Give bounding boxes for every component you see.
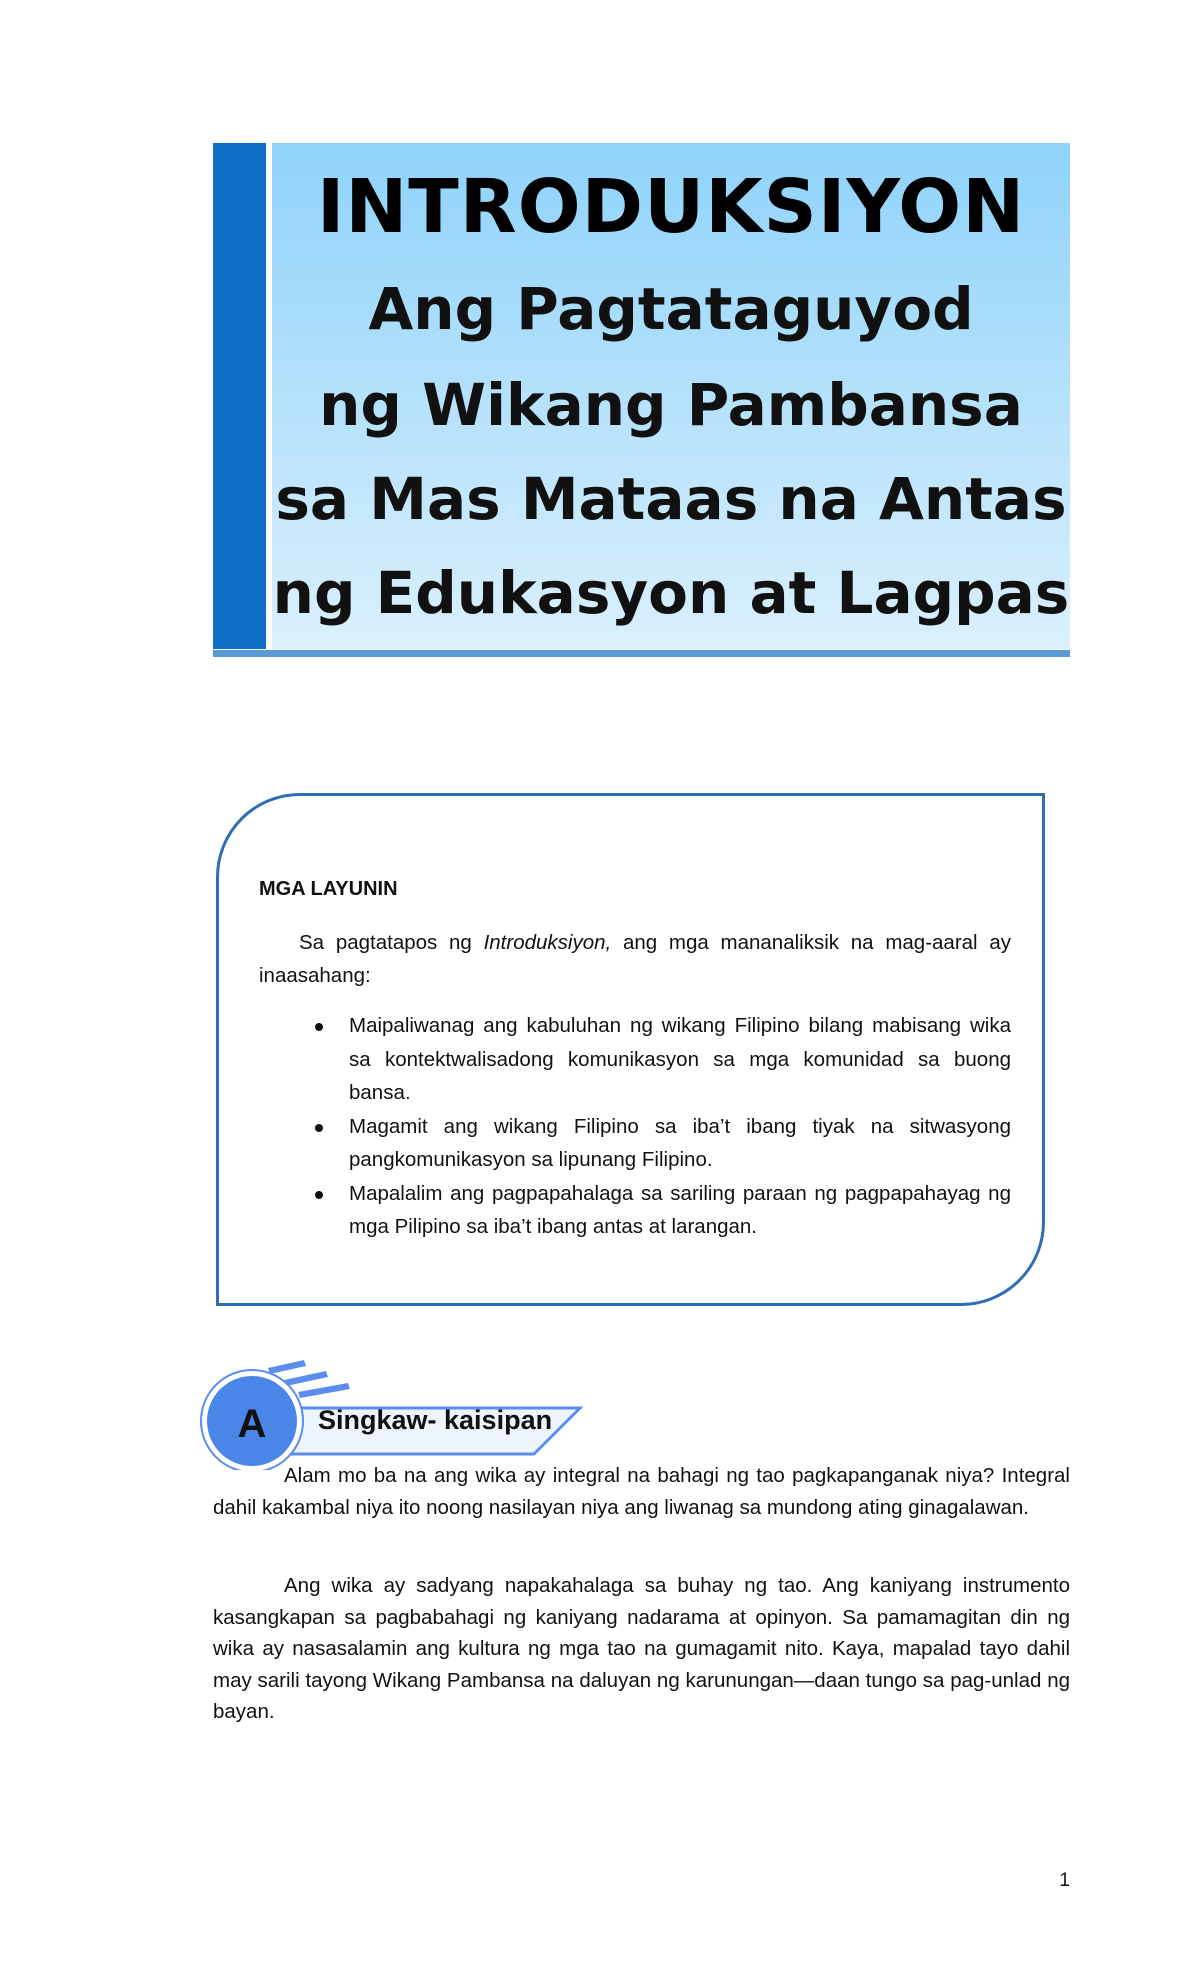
objectives-intro-italic: Introduksiyon, <box>483 931 612 954</box>
subtitle-line-4: ng Edukasyon at Lagpas <box>272 559 1070 627</box>
page-number: 1 <box>1059 1870 1070 1891</box>
body-paragraph-1: Alam mo ba na ang wika ay integral na bahagi ng tao pagkapanganak niya? Integral dahil kakambal niya ito noong nasilayan niya ang liwanag sa mundong ating ginagalawan. <box>213 1464 1070 1519</box>
objectives-intro <box>259 926 1011 992</box>
speed-stripe <box>298 1383 350 1398</box>
bullet-icon <box>315 1124 323 1132</box>
subtitle-line-1: Ang Pagtataguyod <box>368 275 974 343</box>
speed-stripe <box>284 1371 328 1386</box>
objectives-list <box>259 1009 1011 1244</box>
objectives-intro-start: Sa pagtatapos ng <box>299 931 484 954</box>
bullet-icon <box>315 1191 323 1199</box>
body-paragraph-2: Ang wika ay sadyang napakahalaga sa buhay ng tao. Ang kaniyang instrumento kasangkapan sa pagbabahagi ng kaniyang nadarama at opinyon. Sa pamamagitan din ng wika ay nasasalamin ang kultura ng mga tao na gumagamit nito. Kaya, mapalad tayo dahil may sarili tayong Wikang Pambansa na daluyan ng karunungan—daan tungo sa pag-unlad ng bayan. <box>213 1574 1070 1723</box>
title-banner <box>213 143 1070 649</box>
subtitle-line-3: sa Mas Mataas na Antas <box>275 465 1067 533</box>
subtitle-line-2: ng Wikang Pambansa <box>319 371 1023 439</box>
objective-item <box>259 1009 1011 1110</box>
objective-item <box>259 1177 1011 1244</box>
objectives-box <box>216 793 1045 1306</box>
section-letter: A <box>237 1402 267 1446</box>
objective-text: Magamit ang wikang Filipino sa iba’t ibang tiyak na sitwasyong pangkomunikasyon sa lipunang Filipino. <box>349 1114 1011 1171</box>
banner-text <box>272 143 1070 649</box>
objective-text: Maipaliwanag ang kabuluhan ng wikang Filipino bilang mabisang wika sa kontektwalisadong komunikasyon sa mga komunidad sa buong bansa. <box>349 1014 1011 1104</box>
section-header <box>196 1340 596 1470</box>
objectives-intro-end: ang mga mananaliksik na mag-aaral ay inaasahang: <box>259 931 1011 987</box>
objective-text: Mapalalim ang pagpapahalaga sa sariling paraan ng pagpapahayag ng mga Pilipino sa iba’t ibang antas at larangan. <box>349 1181 1011 1238</box>
banner-accent-bar <box>213 143 266 649</box>
page-title: INTRODUKSIYON <box>316 164 1026 250</box>
section-title: Singkaw- kaisipan <box>318 1405 553 1435</box>
bullet-icon <box>315 1023 323 1031</box>
banner-underline <box>213 650 1070 657</box>
objective-item <box>259 1110 1011 1177</box>
speed-stripe <box>268 1360 306 1374</box>
objectives-heading: MGA LAYUNIN <box>259 878 398 900</box>
